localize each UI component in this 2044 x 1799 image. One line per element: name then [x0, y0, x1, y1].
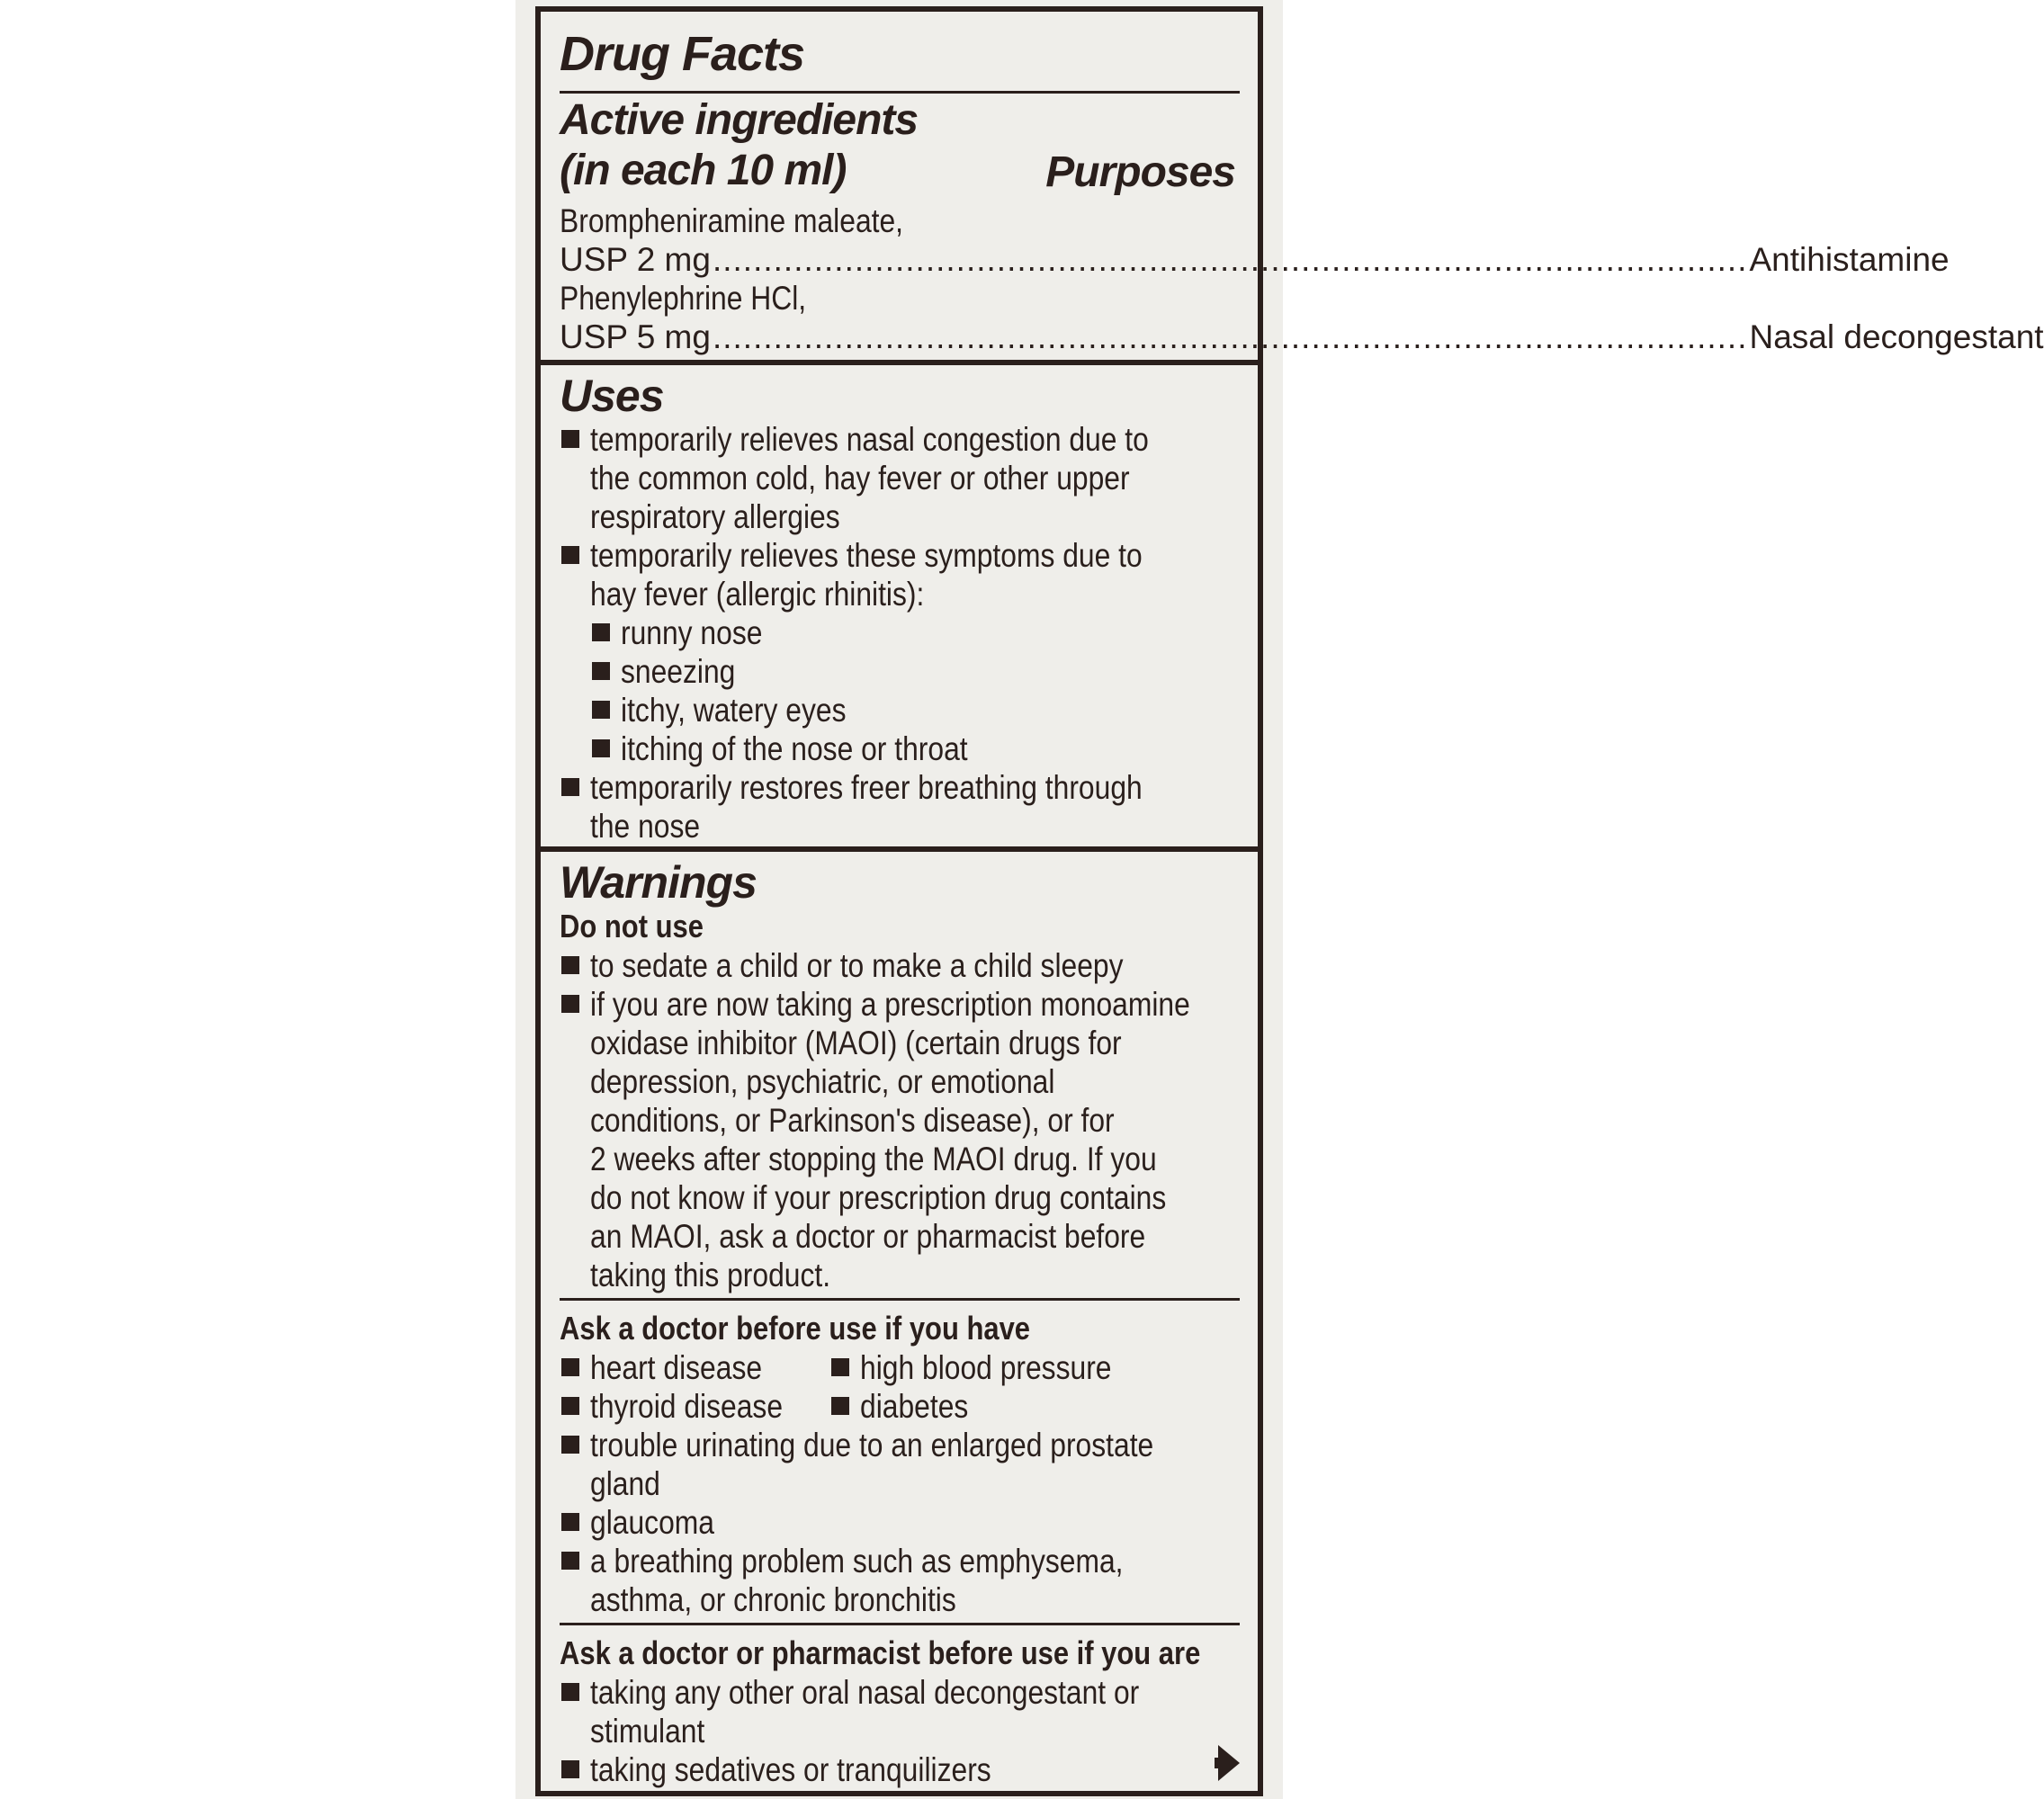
subsection-divider — [560, 1298, 1240, 1301]
pharmacist-item: taking sedatives or tranquilizers — [590, 1751, 991, 1788]
bullet-icon — [561, 995, 579, 1013]
use-item-cont: hay fever (allergic rhinitis): — [590, 576, 925, 613]
ingredient-dose: USP 5 mg — [560, 318, 711, 355]
bullet-icon — [561, 1760, 579, 1778]
subsection-divider — [560, 1623, 1240, 1625]
bullet-icon — [592, 701, 610, 719]
condition-item: thyroid disease — [590, 1388, 784, 1425]
bullet-icon — [831, 1397, 849, 1415]
use-item-cont: the nose — [590, 808, 701, 845]
warning-item-cont: do not know if your prescription drug contains — [590, 1179, 1167, 1216]
use-item-cont: the common cold, hay fever or other upper — [590, 460, 1130, 497]
condition-item-cont: gland — [590, 1465, 660, 1502]
pharmacist-item: taking any other oral nasal decongestant or — [590, 1674, 1140, 1711]
bullet-icon — [561, 1683, 579, 1701]
use-item: temporarily restores freer breathing through — [590, 769, 1143, 806]
condition-item: trouble urinating due to an enlarged prostate — [590, 1427, 1154, 1463]
bullet-icon — [561, 1436, 579, 1454]
do-not-use-heading: Do not use — [560, 908, 704, 944]
bullet-icon — [592, 739, 610, 757]
warning-item: to sedate a child or to make a child sleepy — [590, 947, 1124, 984]
condition-item: high blood pressure — [860, 1349, 1112, 1386]
warning-item-cont: an MAOI, ask a doctor or pharmacist before — [590, 1218, 1146, 1255]
section-divider — [541, 846, 1258, 852]
ask-pharmacist-heading: Ask a doctor or pharmacist before use if you are — [560, 1634, 1201, 1671]
bullet-icon — [561, 1358, 579, 1376]
warning-item-cont: taking this product. — [590, 1257, 831, 1293]
bullet-icon — [561, 430, 579, 448]
section-divider — [541, 360, 1258, 365]
warning-item-cont: conditions, or Parkinson's disease), or for — [590, 1102, 1115, 1139]
arrow-right-icon — [1215, 1743, 1242, 1783]
ingredient-name: Phenylephrine HCl, — [560, 280, 807, 317]
active-ingredients-subheading: (in each 10 ml) — [560, 147, 847, 194]
bullet-icon — [561, 956, 579, 974]
bullet-icon — [561, 1397, 579, 1415]
symptom-item: itching of the nose or throat — [621, 730, 968, 767]
warning-item-cont: 2 weeks after stopping the MAOI drug. If you — [590, 1141, 1157, 1177]
warning-item-cont: oxidase inhibitor (MAOI) (certain drugs for — [590, 1025, 1122, 1061]
symptom-item: sneezing — [621, 653, 736, 690]
condition-item: a breathing problem such as emphysema, — [590, 1543, 1124, 1580]
bullet-icon — [561, 1513, 579, 1531]
condition-item: heart disease — [590, 1349, 763, 1386]
ingredient-purpose: Antihistamine — [1749, 241, 1950, 278]
bullet-icon — [561, 778, 579, 796]
warning-item: if you are now taking a prescription monoamine — [590, 986, 1190, 1023]
leader-dots: ...................................................................................................... — [712, 241, 1748, 278]
ingredient-dose: USP 2 mg — [560, 241, 711, 278]
use-item-cont: respiratory allergies — [590, 498, 840, 535]
bullet-icon — [592, 623, 610, 641]
active-ingredients-heading: Active ingredients — [560, 96, 919, 144]
bullet-icon — [561, 1552, 579, 1570]
ask-doctor-heading: Ask a doctor before use if you have — [560, 1310, 1031, 1347]
use-item: temporarily relieves these symptoms due to — [590, 537, 1143, 574]
condition-item: diabetes — [860, 1388, 969, 1425]
drug-facts-panel — [535, 6, 2044, 1796]
bullet-icon — [561, 546, 579, 564]
symptom-item: itchy, watery eyes — [621, 692, 847, 729]
leader-dots: ...................................................................................................... — [712, 318, 1748, 355]
use-item: temporarily relieves nasal congestion due to — [590, 421, 1149, 458]
title-divider — [560, 91, 1240, 94]
bullet-icon — [592, 662, 610, 680]
bullet-icon — [831, 1358, 849, 1376]
condition-item: glaucoma — [590, 1504, 714, 1541]
symptom-item: runny nose — [621, 614, 763, 651]
ingredient-row — [560, 318, 2044, 355]
purposes-heading: Purposes — [1045, 148, 1235, 196]
condition-item-cont: asthma, or chronic bronchitis — [590, 1581, 956, 1618]
warning-item-cont: depression, psychiatric, or emotional — [590, 1063, 1055, 1100]
ingredient-purpose: Nasal decongestant — [1749, 318, 2044, 355]
uses-heading: Uses — [560, 371, 664, 421]
drug-facts-title: Drug Facts — [560, 27, 805, 81]
ingredient-name: Brompheniramine maleate, — [560, 202, 904, 239]
warnings-heading: Warnings — [560, 857, 757, 908]
ingredient-row — [560, 241, 1950, 278]
pharmacist-item-cont: stimulant — [590, 1713, 705, 1750]
